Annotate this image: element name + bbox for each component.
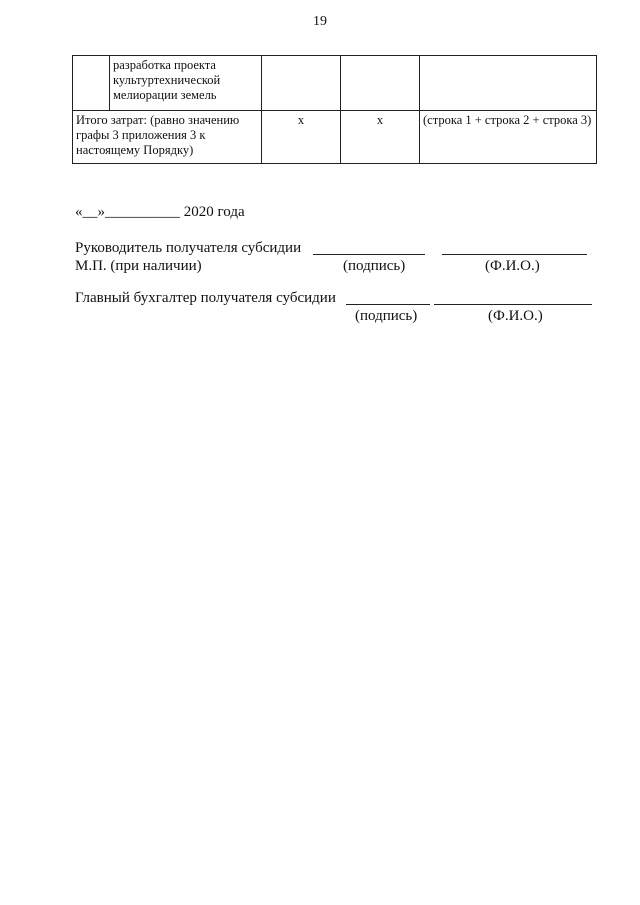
row-col3-cell — [262, 56, 341, 111]
cost-table — [72, 55, 597, 164]
total-col4-cell: х — [341, 111, 420, 164]
date-open-quote: « — [75, 204, 83, 220]
head-signature-caption: (подпись) — [343, 258, 406, 274]
date-line — [75, 204, 245, 221]
table-row — [73, 56, 597, 111]
stamp-label: М.П. (при наличии) — [75, 258, 202, 274]
row-name-cell: разработка проекта культуртехнической мелиорации земель — [110, 56, 262, 111]
head-name-caption: (Ф.И.О.) — [485, 258, 540, 274]
head-name-line — [442, 254, 587, 255]
date-close-quote: » — [97, 204, 105, 220]
accountant-signature-line — [346, 304, 430, 305]
total-formula-cell: (строка 1 + строка 2 + строка 3) — [420, 111, 597, 164]
head-signature-label: Руководитель получателя субсидии — [75, 240, 302, 256]
total-row — [73, 111, 597, 164]
accountant-name-caption: (Ф.И.О.) — [488, 308, 543, 324]
total-label-cell: Итого затрат: (равно значению графы 3 приложения 3 к настоящему Порядку) — [73, 111, 262, 164]
row-number-cell — [73, 56, 110, 111]
total-col3-cell: х — [262, 111, 341, 164]
row-col4-cell — [341, 56, 420, 111]
date-month-blank: __________ — [105, 204, 180, 220]
row-col5-cell — [420, 56, 597, 111]
date-year: 2020 года — [183, 204, 245, 220]
accountant-signature-label: Главный бухгалтер получателя субсидии — [75, 290, 336, 306]
accountant-name-line — [434, 304, 592, 305]
accountant-signature-caption: (подпись) — [355, 308, 418, 324]
page-number: 19 — [313, 14, 327, 29]
head-signature-line — [313, 254, 425, 255]
date-day-blank: __ — [82, 204, 98, 220]
